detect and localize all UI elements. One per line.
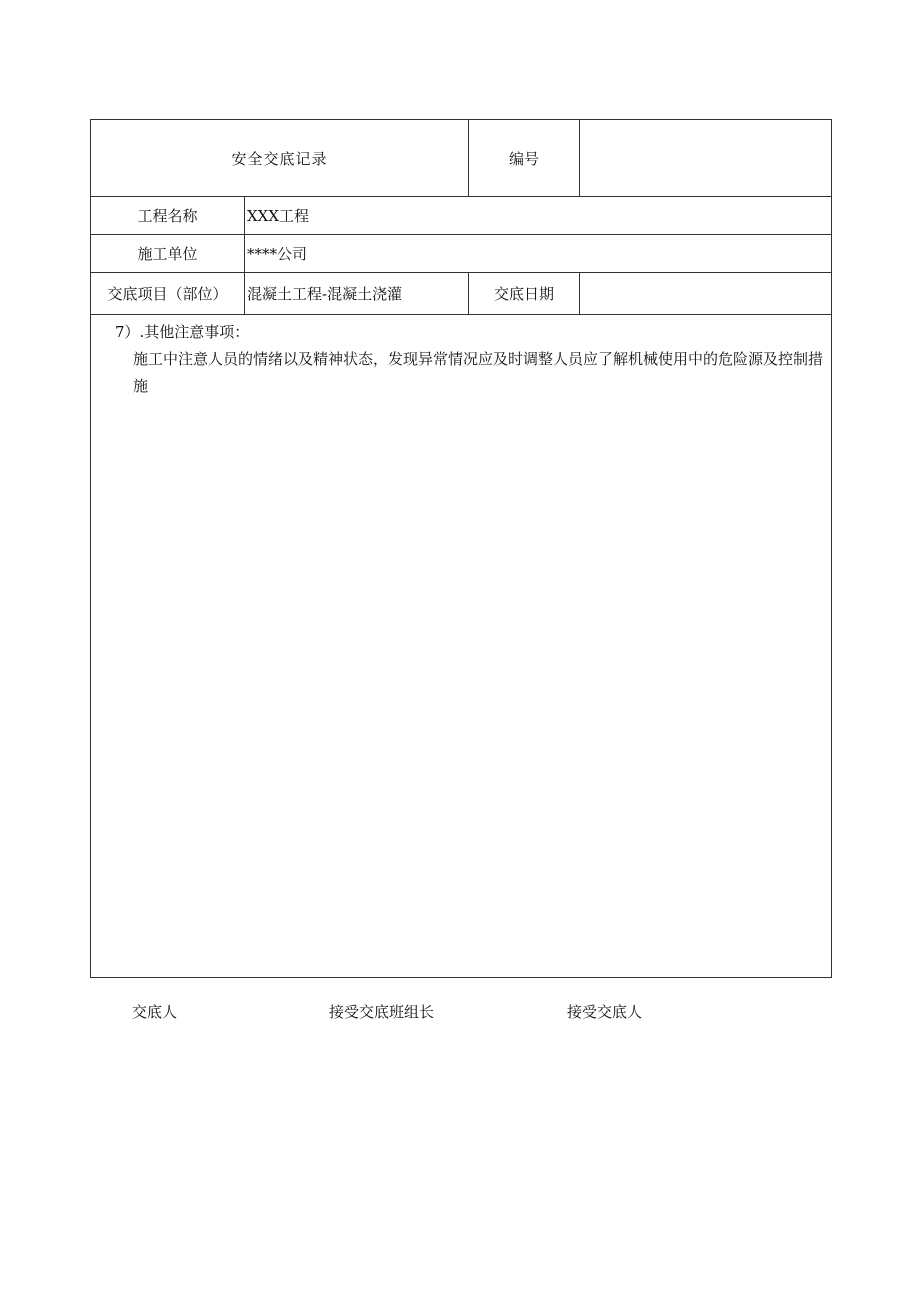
disclosure-item-label: 交底项目（部位） — [91, 273, 245, 315]
serial-number-value — [580, 120, 832, 197]
contractor-label: 施工单位 — [91, 235, 245, 273]
disclosure-date-value — [580, 273, 832, 315]
project-name-label: 工程名称 — [91, 197, 245, 235]
disclosure-item-value: 混凝土工程-混凝土浇灌 — [245, 273, 469, 315]
content-heading: 7）.其他注意事项： — [115, 323, 250, 341]
safety-disclosure-form — [90, 119, 832, 978]
disclosure-date-label: 交底日期 — [469, 273, 580, 315]
signature-row — [0, 1001, 920, 1025]
recipient-signature-label: 接受交底人 — [567, 1003, 643, 1021]
contractor-value: ****公司 — [245, 235, 832, 273]
content-body: 施工中注意人员的情绪以及精神状态，发现异常情况应及时调整人员应了解机械使用中的危险源及控制措施 — [133, 350, 824, 395]
form-title: 安全交底记录 — [91, 120, 469, 197]
disclosure-content — [91, 315, 832, 978]
team-leader-signature-label: 接受交底班组长 — [329, 1003, 435, 1021]
project-name-value: XXX工程 — [245, 197, 832, 235]
discloser-signature-label: 交底人 — [132, 1003, 178, 1021]
serial-number-label: 编号 — [469, 120, 580, 197]
